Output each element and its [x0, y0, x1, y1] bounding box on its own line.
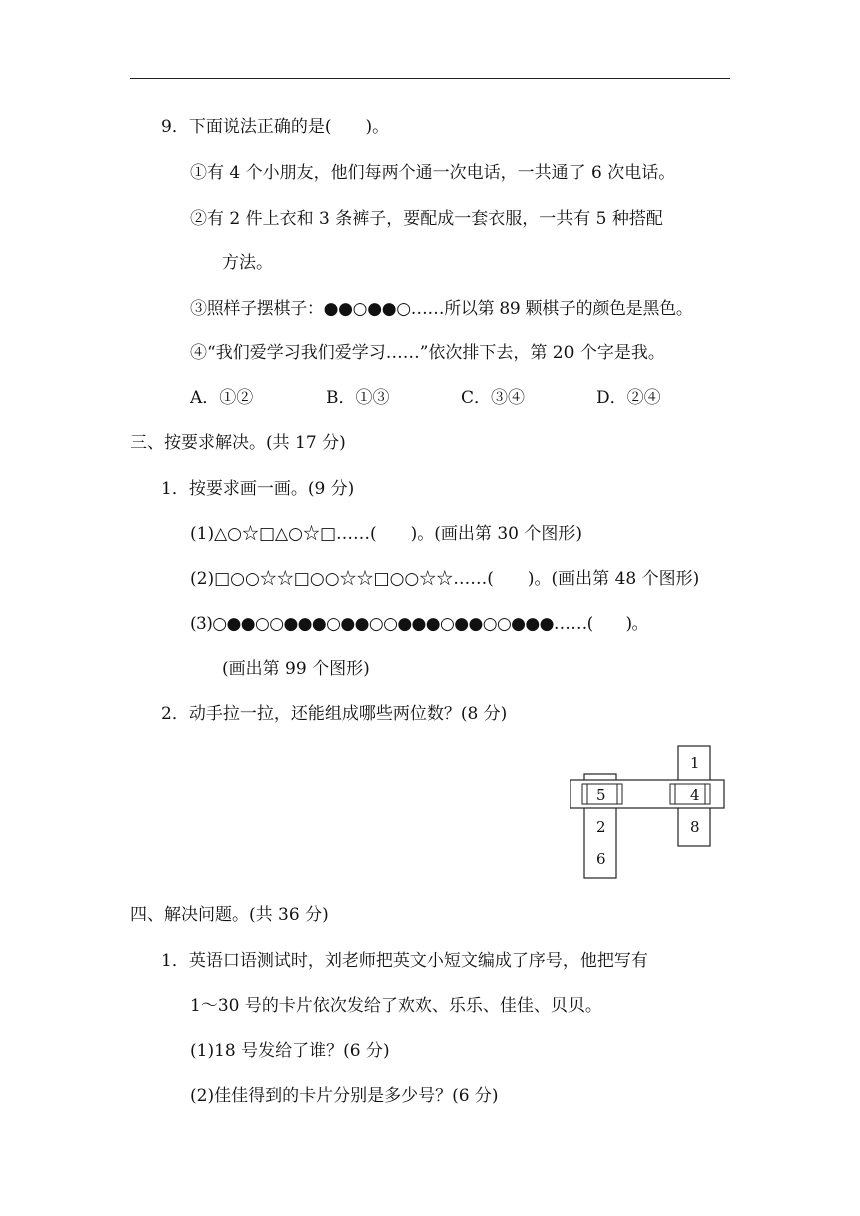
q9-statement-2-cont: 方法。: [222, 253, 273, 273]
q9-statement-1: ①有 4 个小朋友，他们每两个通一次电话，一共通了 6 次电话。: [190, 163, 676, 183]
right-strip-digit: 4: [690, 786, 700, 804]
section4-heading: 四、解决问题。(共 36 分): [130, 905, 329, 925]
s3-q1-part2: (2)□○○☆☆□○○☆☆□○○☆☆……( )。(画出第 48 个图形): [190, 569, 700, 589]
s3-q1-part3: (3)○●●○○●●●○●●○○●●●○●●○○●●●……( )。: [190, 614, 648, 634]
section3-heading: 三、按要求解决。(共 17 分): [130, 433, 346, 453]
s3-q1-part1: (1)△○☆□△○☆□……( )。(画出第 30 个图形): [190, 524, 582, 544]
right-strip-digit: 8: [690, 818, 700, 836]
s4-q1-stem-cont: 1～30 号的卡片依次发给了欢欢、乐乐、佳佳、贝贝。: [190, 996, 602, 1016]
q9-option-a: A．①②: [190, 388, 254, 408]
q9-option-d: D．②④: [596, 388, 661, 408]
s3-q1-stem: 1．按要求画一画。(9 分): [161, 479, 355, 499]
s4-q1-part2: (2)佳佳得到的卡片分别是多少号？(6 分): [190, 1086, 499, 1106]
s3-q1-part3-cont: (画出第 99 个图形): [222, 659, 370, 679]
number-strip-diagram: [570, 740, 730, 882]
q9-statement-2: ②有 2 件上衣和 3 条裤子，要配成一套衣服，一共有 5 种搭配: [190, 209, 663, 229]
q9-statement-3: ③照样子摆棋子：●●○●●○……所以第 89 颗棋子的颜色是黑色。: [190, 299, 693, 319]
q9-stem: 9．下面说法正确的是( )。: [161, 117, 390, 137]
top-rule: [130, 78, 730, 79]
q9-statement-4: ④“我们爱学习我们爱学习……”依次排下去，第 20 个字是我。: [190, 343, 665, 363]
q9-option-b: B．①③: [326, 388, 390, 408]
right-strip-digit: 1: [690, 754, 700, 772]
s3-q2-stem: 2．动手拉一拉，还能组成哪些两位数？(8 分): [161, 704, 508, 724]
q9-option-c: C．③④: [461, 388, 526, 408]
s4-q1-part1: (1)18 号发给了谁？(6 分): [190, 1041, 390, 1061]
left-strip-digit: 2: [596, 818, 606, 836]
left-strip-digit: 5: [596, 786, 606, 804]
left-strip-digit: 6: [596, 850, 606, 868]
s4-q1-stem: 1．英语口语测试时，刘老师把英文小短文编成了序号，他把写有: [161, 951, 648, 971]
